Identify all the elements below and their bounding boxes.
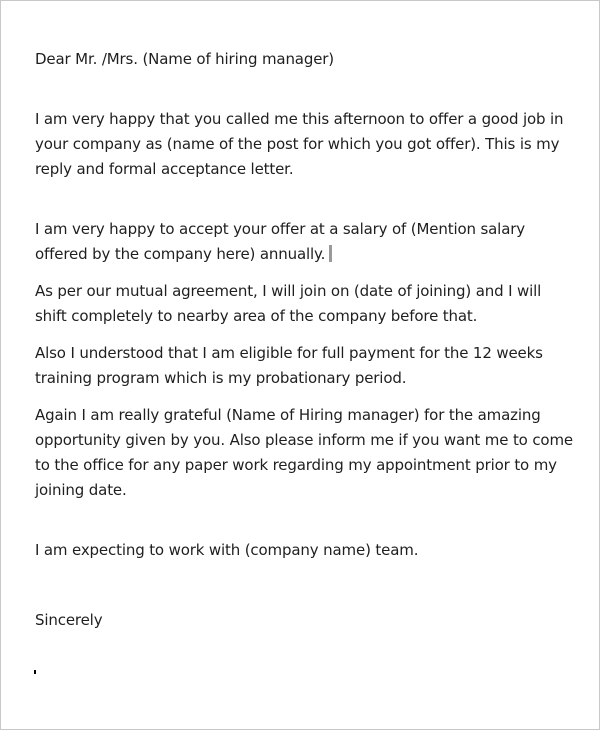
end-of-text-mark [34,670,36,674]
text-cursor [329,245,332,262]
paragraph-intro: I am very happy that you called me this afternoon to offer a good job in your company as (name of the post for which you got offer). This is my reply and formal acceptance letter. [35,110,564,178]
salutation: Dear Mr. /Mrs. (Name of hiring manager) [35,50,335,68]
paragraph-salary-text: I am very happy to accept your offer at a salary of (Mention salary offered by the company here) annually. [35,220,525,263]
closing: Sincerely [35,611,103,629]
paragraph-salary [35,217,575,267]
paragraph-expectation: I am expecting to work with (company name) team. [35,541,419,559]
paragraph-joining: As per our mutual agreement, I will join on (date of joining) and I will shift completely to nearby area of the company before that. [35,282,542,325]
paragraph-training: Also I understood that I am eligible for full payment for the 12 weeks training program which is my probationary period. [35,344,543,387]
paragraph-gratitude: Again I am really grateful (Name of Hiring manager) for the amazing opportunity given by you. Also please inform me if you want me to come to the office for any paper work regarding my appointment prior to my joining date. [35,406,573,499]
letter-body[interactable] [35,47,575,633]
